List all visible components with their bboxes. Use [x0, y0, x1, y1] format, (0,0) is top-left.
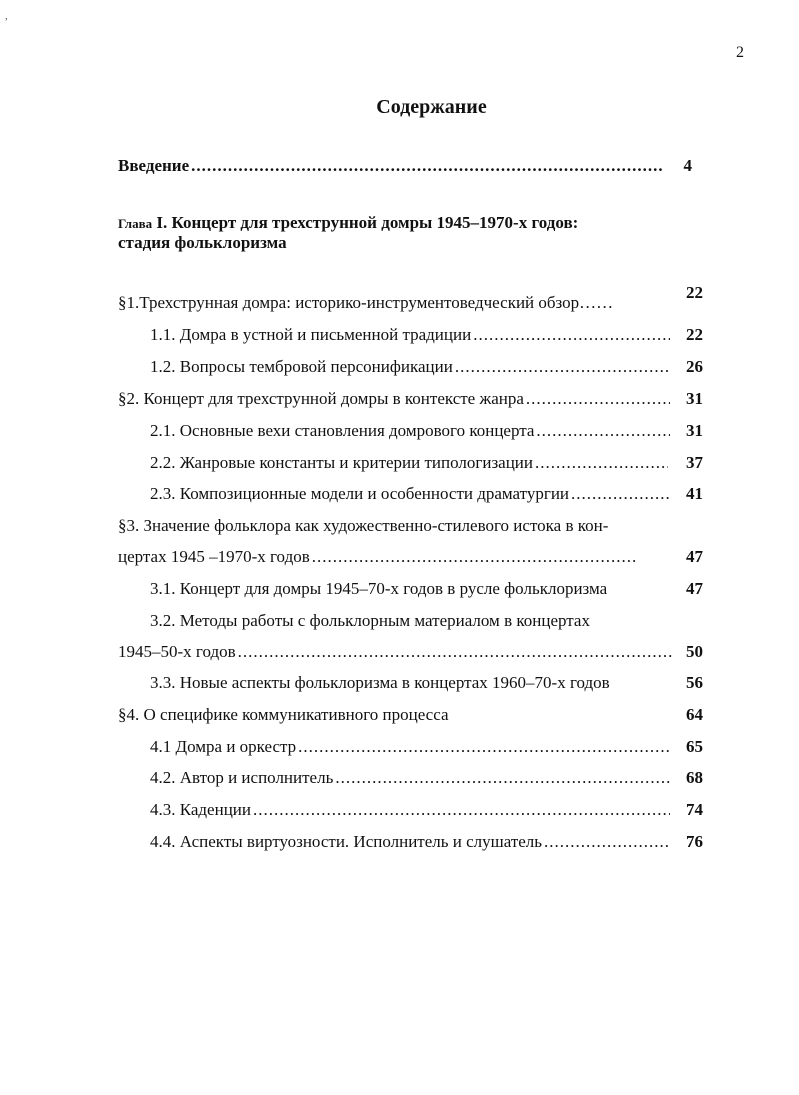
leader-dots [533, 453, 668, 473]
page-title: Содержание [376, 96, 487, 118]
toc-entry-label: 2.2. Жанровые константы и критерии типологизации [150, 453, 533, 472]
toc-entry-page: 76 [686, 832, 703, 851]
toc-entry-page: 47 [686, 547, 703, 566]
toc-entry-4-1[interactable] [150, 737, 670, 757]
leader-dots [453, 357, 670, 377]
leader-dots [310, 547, 638, 567]
toc-entry-page: 47 [686, 579, 703, 598]
toc-entry-page: 41 [686, 484, 703, 503]
toc-entry-label: 1.1. Домра в устной и письменной традиции [150, 325, 472, 344]
leader-dots [534, 421, 670, 441]
toc-entry-page: 64 [686, 705, 703, 724]
toc-entry-3-3[interactable]: 3.3. Новые аспекты фольклоризма в концертах 1960–70-х годов [150, 673, 610, 692]
chapter-heading-line2: стадия фольклоризма [118, 233, 287, 252]
leader-dots [296, 737, 670, 757]
toc-entry-section-4[interactable]: §4. О специфике коммуникативного процесса [118, 705, 449, 724]
toc-entry-1-2[interactable] [150, 357, 670, 377]
toc-entry-page: 50 [686, 642, 703, 661]
toc-entry-page: 4 [683, 156, 692, 175]
toc-entry-intro[interactable] [118, 156, 663, 176]
toc-entry-1-1[interactable] [150, 325, 670, 345]
toc-entry-page: 65 [686, 737, 703, 756]
toc-entry-section-1[interactable]: §1.Трехструнная домра: историко-инструментоведческий обзор…… [118, 293, 614, 312]
toc-entry-section-3-line1[interactable]: §3. Значение фольклора как художественно-стилевого истока в кон- [118, 516, 609, 535]
toc-entry-page: 74 [686, 800, 703, 819]
toc-entry-label: 4.4. Аспекты виртуозности. Исполнитель и слушатель [150, 832, 543, 851]
leader-dots [471, 325, 670, 345]
leader-dots [333, 768, 670, 788]
toc-entry-2-2[interactable] [150, 453, 668, 473]
chapter-title-part: I. Концерт для трехструнной домры 1945–1970-х годов: [152, 213, 579, 232]
toc-entry-page: 26 [686, 357, 703, 376]
toc-entry-page: 31 [686, 389, 703, 408]
toc-entry-2-3[interactable] [150, 484, 672, 504]
toc-entry-page: 22 [686, 283, 703, 302]
toc-entry-4-4[interactable] [150, 832, 670, 852]
toc-entry-label: Введение [118, 156, 190, 175]
toc-entry-label: 4.2. Автор и исполнитель [150, 768, 334, 787]
leader-dots [524, 389, 670, 409]
leader-dots [542, 832, 670, 852]
toc-entry-label: 2.1. Основные вехи становления домрового концерта [150, 421, 535, 440]
toc-entry-label: 2.3. Композиционные модели и особенности драматургии [150, 484, 570, 503]
toc-entry-section-3-line2[interactable] [118, 547, 638, 567]
toc-entry-page: 56 [686, 673, 703, 692]
toc-entry-3-2-line2[interactable] [118, 642, 672, 662]
toc-entry-4-3[interactable] [150, 800, 670, 820]
toc-entry-section-2[interactable] [118, 389, 670, 409]
chapter-heading-line1 [118, 213, 578, 232]
toc-entry-3-1[interactable]: 3.1. Концерт для домры 1945–70-х годов в русле фольклоризма [150, 579, 608, 598]
toc-entry-2-1[interactable] [150, 421, 670, 441]
page-number: 2 [736, 44, 744, 61]
toc-entry-page: 68 [686, 768, 703, 787]
leader-dots [236, 642, 672, 662]
toc-entry-page: 22 [686, 325, 703, 344]
chapter-heading [118, 213, 578, 234]
toc-entry-label: 4.1 Домра и оркестр [150, 737, 297, 756]
toc-entry-4-2[interactable] [150, 768, 670, 788]
toc-entry-label: цертах 1945 –1970-х годов [118, 547, 310, 566]
toc-entry-page: 37 [686, 453, 703, 472]
leader-dots [569, 484, 672, 504]
chapter-prefix: Глава [118, 216, 153, 231]
toc-entry-label: 1.2. Вопросы тембровой персонификации [150, 357, 453, 376]
leader-dots [251, 800, 670, 820]
leader-dots [189, 156, 663, 176]
toc-entry-label: 1945–50-х годов [118, 642, 236, 661]
toc-entry-page: 31 [686, 421, 703, 440]
toc-entry-3-2-line1[interactable]: 3.2. Методы работы с фольклорным материалом в концертах [150, 611, 590, 630]
toc-entry-label: 4.3. Каденции [150, 800, 251, 819]
toc-entry-label: §2. Концерт для трехструнной домры в контексте жанра [118, 389, 524, 408]
corner-mark: , [5, 10, 8, 22]
